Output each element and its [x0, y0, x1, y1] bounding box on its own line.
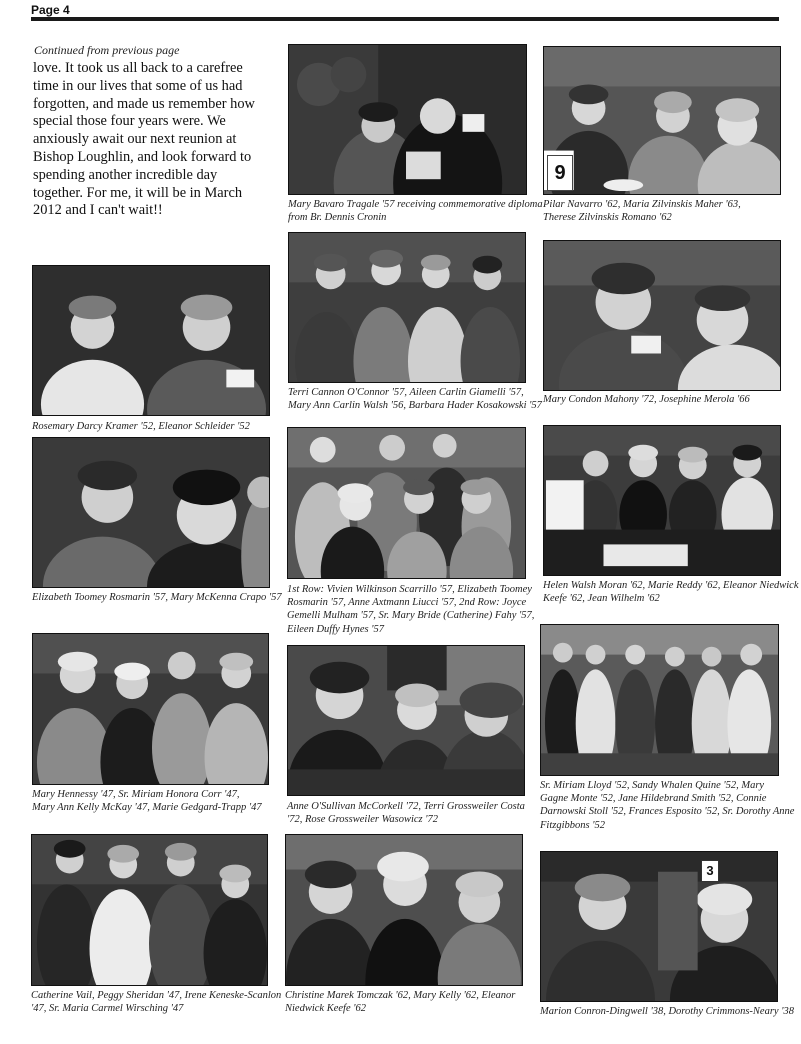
caption-line: '72, Rose Grossweiler Wasowicz '72: [287, 814, 439, 826]
caption-line: 1st Row: Vivien Wilkinson Scarrillo '57, Elizabeth Toomey: [287, 584, 532, 595]
photo-caption: [540, 1005, 794, 1018]
caption-line: Terri Cannon O'Connor '57, Aileen Carlin Giamelli '57,: [288, 387, 524, 398]
caption-line: Anne O'Sullivan McCorkell '72, Terri Grossweiler Costa: [287, 801, 525, 812]
photo-caption: [32, 591, 282, 604]
caption-line: Pilar Navarro '62, Maria Zilvinskis Maher '63,: [543, 199, 741, 210]
photo-table-9: [543, 46, 781, 195]
photo-caption: [287, 800, 525, 826]
photo-caption: [285, 989, 515, 1015]
caption-line: from Br. Dennis Cronin: [288, 212, 387, 224]
photo-caption: [31, 989, 281, 1015]
article-text: [33, 60, 283, 220]
caption-line: Marion Conron-Dingwell '38, Dorothy Crimmons-Neary '38: [540, 1006, 794, 1017]
photo-caption: [540, 779, 794, 832]
caption-line: Gagne Monte '52, Jane Hildebrand Smith '52, Connie: [540, 793, 767, 805]
caption-line: Rosmarin '57, Anne Axtmann Liucci '57, 2nd Row: Joyce: [287, 597, 527, 609]
caption-line: Elizabeth Toomey Rosmarin '57, Mary McKenna Crapo '57: [32, 592, 282, 603]
photo-class-72-66: [543, 240, 781, 391]
table-number-card: 3: [701, 860, 719, 882]
caption-line: Mary Condon Mahony '72, Josephine Merola '66: [543, 394, 750, 405]
caption-line: Keefe '62, Jean Wilhelm '62: [543, 593, 660, 605]
caption-line: Rosemary Darcy Kramer '52, Eleanor Schleider '52: [32, 421, 250, 432]
caption-line: Gemelli Mulham '57, Sr. Mary Bride (Catherine) Fahy '57,: [287, 610, 535, 622]
photo-caption: [32, 788, 262, 814]
caption-line: Eileen Duffy Hynes '57: [287, 623, 385, 635]
caption-line: Darnowski Stoll '52, Frances Esposito '52, Sr. Dorothy Anne: [540, 806, 795, 818]
photo-class-52-group: [540, 624, 779, 776]
photo-caption: [288, 198, 543, 224]
text-line: special those four years were. We: [33, 113, 226, 130]
table-number-card: 9: [547, 155, 573, 191]
photo-class-72-three: [287, 645, 525, 796]
photo-class-52-pair: [32, 265, 270, 416]
text-line: together. For me, it will be in March: [33, 184, 243, 201]
photo-caption: [543, 579, 798, 605]
photo-caption: [543, 198, 741, 224]
page-number: Page 4: [31, 3, 70, 17]
photo-class-47-group: [31, 834, 268, 986]
text-line: love. It took us all back to a carefree: [33, 60, 243, 76]
caption-line: Helen Walsh Moran '62, Marie Reddy '62, Eleanor Niedwick: [543, 580, 799, 591]
caption-line: Catherine Vail, Peggy Sheridan '47, Irene Keneske-Scanlon: [31, 990, 282, 1001]
photo-caption: [288, 386, 542, 412]
photo-diploma: [288, 44, 527, 195]
text-line: forgotten, and made us remember how: [33, 95, 255, 112]
caption-line: Fitzgibbons '52: [540, 819, 605, 831]
caption-line: Sr. Miriam Lloyd '52, Sandy Whalen Quine '52, Mary: [540, 780, 765, 791]
photo-class-57-group: [287, 427, 526, 579]
caption-line: Mary Ann Carlin Walsh '56, Barbara Hader Kosakowski '57: [288, 400, 542, 412]
text-line: spending another incredible day: [33, 166, 218, 183]
text-line: Bishop Loughlin, and look forward to: [33, 148, 252, 165]
text-line: time in our lives that some of us had: [33, 77, 243, 94]
continued-note: Continued from previous page: [34, 43, 180, 57]
photo-class-47-four: [32, 633, 269, 785]
header-rule: [31, 17, 779, 21]
photo-caption: [32, 420, 250, 433]
photo-class-57-four: [288, 232, 526, 383]
photo-caption: [543, 393, 750, 406]
caption-line: Christine Marek Tomczak '62, Mary Kelly '62, Eleanor: [285, 990, 516, 1001]
photo-class-57-pair: [32, 437, 270, 588]
photo-class-62-three: [285, 834, 523, 986]
caption-line: Therese Zilvinskis Romano '62: [543, 212, 672, 224]
caption-line: '47, Sr. Maria Carmel Wirsching '47: [31, 1003, 184, 1015]
photo-caption: [287, 583, 534, 636]
caption-line: Mary Hennessy '47, Sr. Miriam Honora Corr '47,: [32, 789, 240, 800]
caption-line: Mary Ann Kelly McKay '47, Marie Gedgard-Trapp '47: [32, 802, 262, 814]
text-line: anxiously await our next reunion at: [33, 131, 237, 148]
photo-class-38-pair: [540, 851, 778, 1002]
caption-line: Mary Bavaro Tragale '57 receiving commemorative diploma: [288, 199, 543, 210]
caption-line: Niedwick Keefe '62: [285, 1003, 366, 1015]
photo-class-62-table: [543, 425, 781, 576]
text-line: 2012 and I can't wait!!: [33, 202, 163, 219]
